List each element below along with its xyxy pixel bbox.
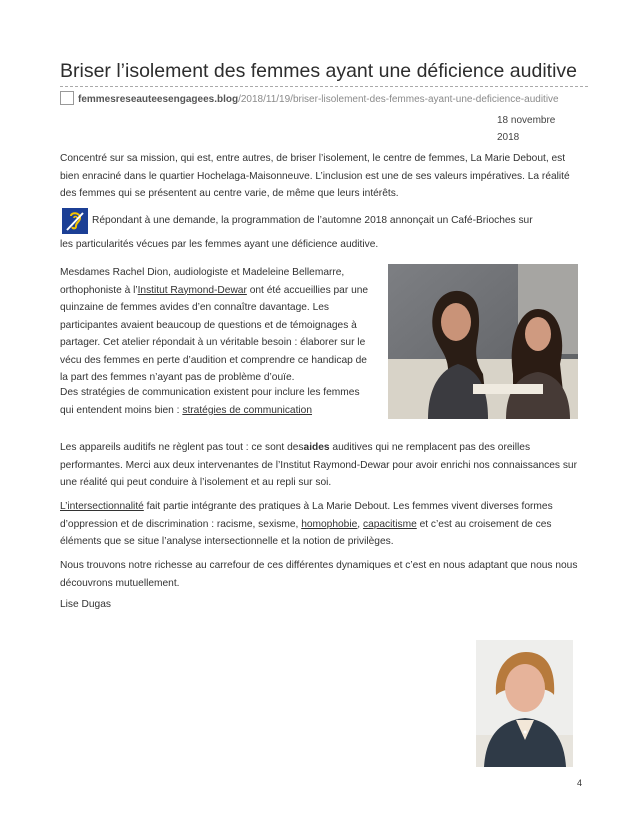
link-capacitisme[interactable]: capacitisme xyxy=(362,518,417,530)
hearing-impaired-icon xyxy=(62,208,88,234)
date-day-month: 18 novembre xyxy=(497,115,556,126)
hearing-aids-text-end: auditives qui ne remplacent pas des oreilles performantes. Merci aux deux intervenantes de l’Institut Raymond-Dewar pour avoir enrichi nos connaissances sur une réalité qui peut conduire à l’isolement et au repli sur soi. xyxy=(60,442,577,488)
hearing-aids-bold: aides xyxy=(303,442,330,453)
link-intersectionnalite[interactable]: L’intersectionnalité xyxy=(60,501,144,512)
paragraph-conclusion: Nous trouvons notre richesse au carrefour de ces différentes dynamiques et c’est en nous adaptant que nous nous découvrons mutuellement. xyxy=(60,560,578,589)
page-number: 4 xyxy=(577,778,583,788)
paragraph-strategies xyxy=(60,384,360,419)
speakers-text-end: ont été accueillies par une quinzaine de femmes avides d’en connaître davantage. Les participantes avaient beaucoup de questions et de témoignages à partager. Cet atelier répondait à un véritable besoin : élaborer sur le vécu des femmes en perte d’audition et comprendre ce handicap de la part des femmes n’ayant pas de problème d’ouïe. xyxy=(60,284,369,383)
strategies-text: Des stratégies de communication existent pour inclure les femmes qui entendent moins bien : xyxy=(60,387,360,416)
paragraph-intro: Concentré sur sa mission, qui est, entre autres, de briser l’isolement, le centre de femmes, La Marie Debout, est bien enraciné dans le quartier Hochelaga-Maisonneuve. L’inclusion est une de ses valeurs impératives. La réalité des femmes qui se présentent au centre varie, de même que leurs intérêts. xyxy=(60,153,570,199)
article-title: Briser l’isolement des femmes ayant une déficience auditive xyxy=(60,60,578,82)
source-url[interactable] xyxy=(60,91,590,107)
source-path[interactable]: /2018/11/19/briser-lisolement-des-femmes-ayant-une-deficience-auditive xyxy=(238,94,559,105)
paragraph-hearing-aids xyxy=(60,439,585,492)
source-domain[interactable]: femmesreseauteesengagees.blog xyxy=(78,94,239,105)
intersectionality-text-2: et c’est au croisement de ces éléments que se situe l’analyse intersectionnelle et la notion de privilèges. xyxy=(60,518,552,547)
paragraph-program-line2: les particularités vécues par les femmes ayant une déficience auditive. xyxy=(60,239,379,250)
intersectionality-text-1: fait partie intégrante des pratiques à La Marie Debout. Les femmes vivent diverses formes d’oppression et de discrimination : racisme, sexisme, xyxy=(60,501,553,530)
date-year: 2018 xyxy=(497,132,520,143)
speakers-text-start: Mesdames Rachel Dion, audiologiste et Madeleine Bellemarre, orthophoniste à l’ xyxy=(60,267,345,296)
link-homophobie[interactable]: homophobie, xyxy=(301,518,361,530)
site-favicon-icon xyxy=(60,91,74,105)
title-divider xyxy=(60,86,588,87)
publish-date xyxy=(497,112,597,146)
photo-speakers xyxy=(388,264,578,419)
hearing-aids-text-start: Les appareils auditifs ne règlent pas tout : ce sont des xyxy=(60,442,304,453)
paragraph-intersectionality xyxy=(60,498,585,551)
paragraph-speakers xyxy=(60,264,372,387)
paragraph-program-line1: Répondant à une demande, la programmation de l’automne 2018 annonçait un Café-Brioches sur xyxy=(92,215,533,226)
photo-author xyxy=(476,640,573,767)
signature: Lise Dugas xyxy=(60,599,111,610)
link-strategies-communication[interactable]: stratégies de communication xyxy=(182,404,313,416)
link-institut-raymond-dewar[interactable]: Institut Raymond-Dewar xyxy=(137,284,247,296)
